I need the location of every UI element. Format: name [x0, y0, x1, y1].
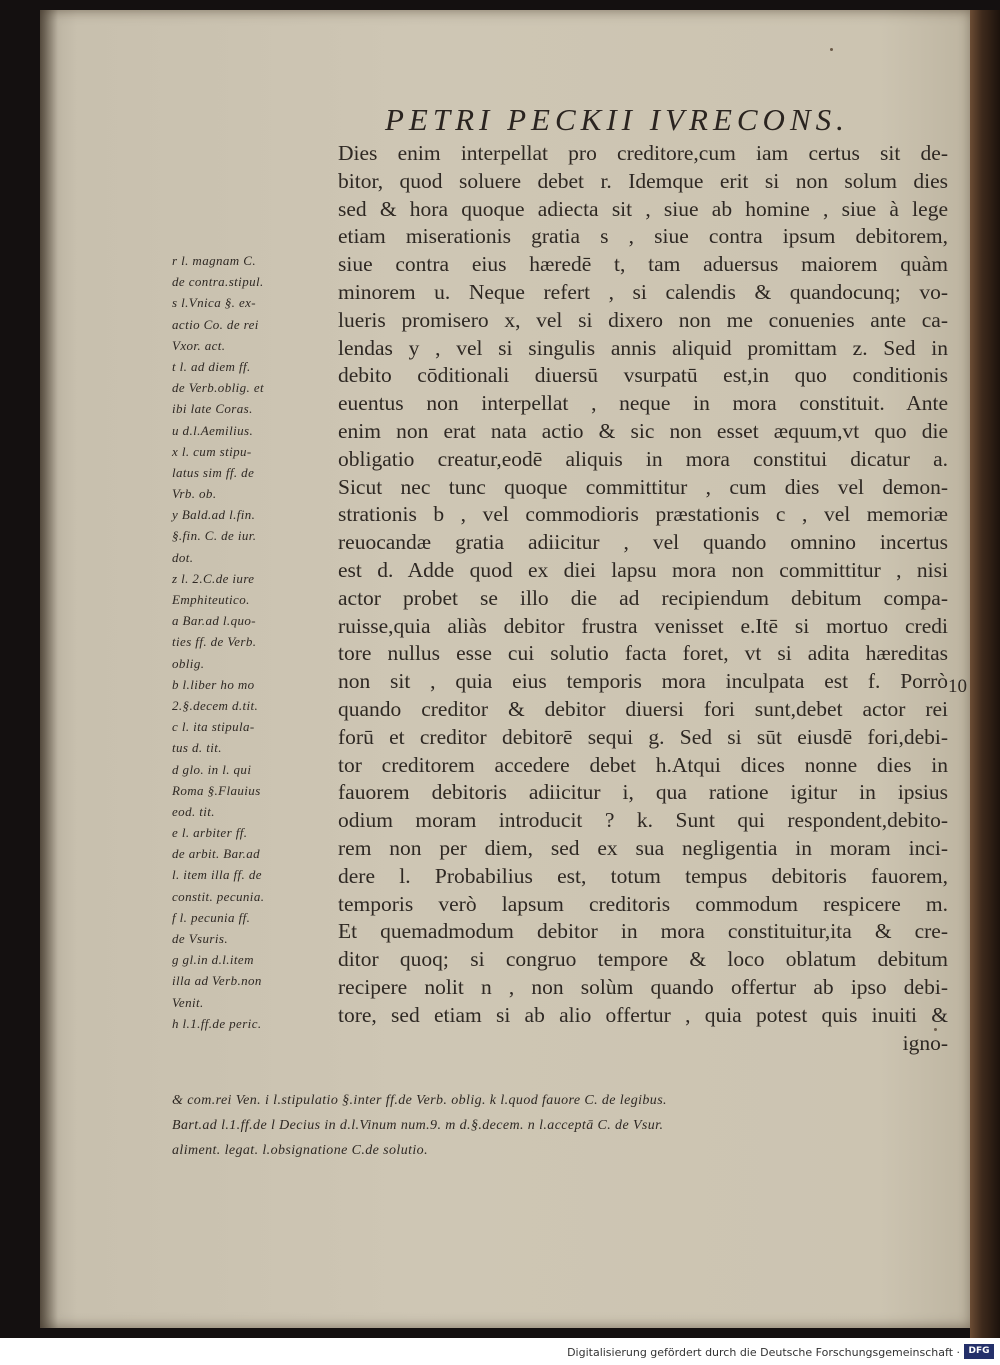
margin-note-line: illa ad Verb.non	[172, 973, 262, 989]
text-line: bitor, quod soluere debet r. Idemque erit si non solum dies	[338, 168, 948, 193]
text-line: obligatio creatur,eodē aliquis in mora constitui dicatur a.	[338, 446, 948, 471]
text-line: siue contra eius hæredē t, tam aduersus maiorem quàm	[338, 252, 948, 277]
paper-speck	[830, 48, 833, 51]
margin-note-line: u d.l.Aemilius.	[172, 422, 254, 438]
margin-note-line: b l.liber ho mo	[172, 676, 255, 692]
text-line: actor probet se illo die ad recipiendum debitum compa-	[338, 585, 948, 610]
line-number: 10	[948, 676, 967, 697]
margin-note-line: latus sim ff. de	[172, 464, 255, 480]
margin-note-line: de Verb.oblig. et	[172, 380, 265, 396]
text-line: dere l. Probabilius est, totum tempus debitoris fauorem,	[338, 863, 948, 888]
margin-note-line: constit. pecunia.	[172, 888, 265, 904]
margin-note-line: eod. tit.	[172, 803, 215, 819]
margin-note-line: d glo. in l. qui	[172, 761, 252, 777]
footnote-line: & com.rei Ven. i l.stipulatio §.inter ff.de Verb. oblig. k l.quod fauore C. de legibus.	[172, 1093, 667, 1108]
spine-shadow	[40, 10, 58, 1328]
text-line: non sit , quia eius temporis mora inculpata est f. Porrò	[338, 669, 948, 694]
main-text-block	[338, 140, 948, 1057]
digitization-credit: Digitalisierung gefördert durch die Deutsche Forschungsgemeinschaft ·	[567, 1346, 960, 1359]
text-line: Sicut nec tunc quoque committitur , cum dies vel demon-	[338, 474, 948, 499]
text-line: temporis verò lapsum creditoris commodum respicere m.	[338, 891, 948, 916]
margin-note-line: Roma §.Flauius	[172, 782, 261, 798]
text-line: lendas y , vel si singulis annis aliquid promittam z. Sed in	[338, 335, 948, 360]
footnote-line: aliment. legat. l.obsignatione C.de solutio.	[172, 1143, 428, 1158]
book-edge	[970, 10, 1000, 1338]
margin-note-line: Emphiteutico.	[172, 592, 250, 607]
margin-note-line: f l. pecunia ff.	[172, 909, 251, 925]
margin-note-line: §.fin. C. de iur.	[172, 528, 257, 544]
catchword: igno-	[902, 1030, 948, 1055]
margin-note-line: t l. ad diem ff.	[172, 358, 251, 374]
margin-note-line: de arbit. Bar.ad	[172, 846, 261, 862]
text-line: tore nullus esse cui solutio facta foret, vt si adita hæreditas	[338, 641, 948, 666]
text-line: etiam miserationis gratia s , siue contra ipsum debitorem,	[338, 224, 948, 249]
text-line: est d. Adde quod ex diei lapsu mora non committitur , nisi	[338, 557, 948, 582]
text-line: enim non erat nata actio & sic non esset æquum,vt quo die	[338, 418, 948, 443]
margin-note-line: de Vsuris.	[172, 931, 228, 946]
margin-note-line: s l.Vnica §. ex-	[172, 295, 257, 311]
text-line: Et quemadmodum debitor in mora constituitur,ita & cre-	[338, 919, 948, 944]
margin-note-line: c l. ita stipula-	[172, 719, 255, 735]
dfg-logo: DFG	[964, 1344, 994, 1359]
text-line: forū et creditor debitorē sequi g. Sed si sūt eiusdē fori,debi-	[338, 724, 948, 749]
footnotes	[172, 1088, 962, 1163]
margin-note-line: y Bald.ad l.fin.	[172, 507, 256, 523]
text-line: tore, sed etiam si ab alio offertur , quia potest quis inuiti &	[338, 1002, 948, 1027]
text-line: rem non per diem, sed ex sua negligentia in moram inci-	[338, 835, 948, 860]
margin-note-line: ties ff. de Verb.	[172, 634, 257, 650]
text-line: debito cōditionali diuersū vsurpatū est,in quo conditionis	[338, 363, 948, 388]
text-line: fauorem debitoris adiicitur i, qua ratione igitur in ipsius	[338, 780, 948, 805]
margin-note-line: l. item illa ff. de	[172, 867, 262, 883]
text-line: tor creditorem accedere debet h.Atqui dices nonne dies in	[338, 752, 948, 777]
text-line: lueris promisero x, vel si dixero non me conuenies ante ca-	[338, 307, 948, 332]
margin-notes	[172, 250, 334, 1034]
text-line: ditor quoq; si congruo tempore & loco oblatum debitum	[338, 947, 948, 972]
margin-note-line: de contra.stipul.	[172, 274, 264, 290]
margin-note-line: h l.1.ff.de peric.	[172, 1015, 262, 1031]
text-line: reuocandæ gratia adiicitur , vel quando omnino incertus	[338, 530, 948, 555]
margin-note-line: ibi late Coras.	[172, 401, 253, 417]
text-line: odium moram introducit ? k. Sunt qui respondent,debito-	[338, 808, 948, 833]
margin-note-line: e l. arbiter ff.	[172, 825, 248, 841]
margin-note-line: x l. cum stipu-	[172, 443, 252, 459]
running-head: PETRI PECKII IVRECONS.	[385, 102, 849, 137]
text-line: minorem u. Neque refert , si calendis & quandocunq; vo-	[338, 279, 948, 304]
text-line: sed & hora quoque adiecta sit , siue ab homine , siue à lege	[338, 196, 948, 221]
margin-note-line: dot.	[172, 549, 194, 565]
margin-note-line: tus d. tit.	[172, 740, 222, 756]
margin-note-line: Vxor. act.	[172, 337, 226, 353]
margin-note-line: 2.§.decem d.tit.	[172, 697, 259, 713]
margin-note-line: Venit.	[172, 994, 204, 1010]
margin-note-line: oblig.	[172, 655, 205, 671]
text-line: strationis b , vel commodioris præstationis c , vel memoriæ	[338, 502, 948, 527]
margin-note-line: r l. magnam C.	[172, 253, 256, 268]
margin-note-line: z l. 2.C.de iure	[172, 570, 255, 586]
margin-note-line: Vrb. ob.	[172, 486, 217, 502]
text-line: ruisse,quia aliàs debitor frustra venisset e.Itē si mortuo credi	[338, 613, 948, 638]
text-line: recipere nolit n , non solùm quando offertur ab ipso debi-	[338, 974, 948, 999]
text-line: Dies enim interpellat pro creditore,cum iam certus sit de-	[338, 141, 948, 165]
text-line: euentus non interpellat , neque in mora constituit. Ante	[338, 391, 948, 416]
margin-note-line: a Bar.ad l.quo-	[172, 613, 256, 629]
margin-note-line: actio Co. de rei	[172, 316, 259, 332]
margin-note-line: g gl.in d.l.item	[172, 952, 254, 968]
footnote-line: Bart.ad l.1.ff.de l Decius in d.l.Vinum num.9. m d.§.decem. n l.acceptā C. de Vsur.	[172, 1118, 664, 1133]
text-line: quando creditor & debitor diuersi fori sunt,debet actor rei	[338, 696, 948, 721]
